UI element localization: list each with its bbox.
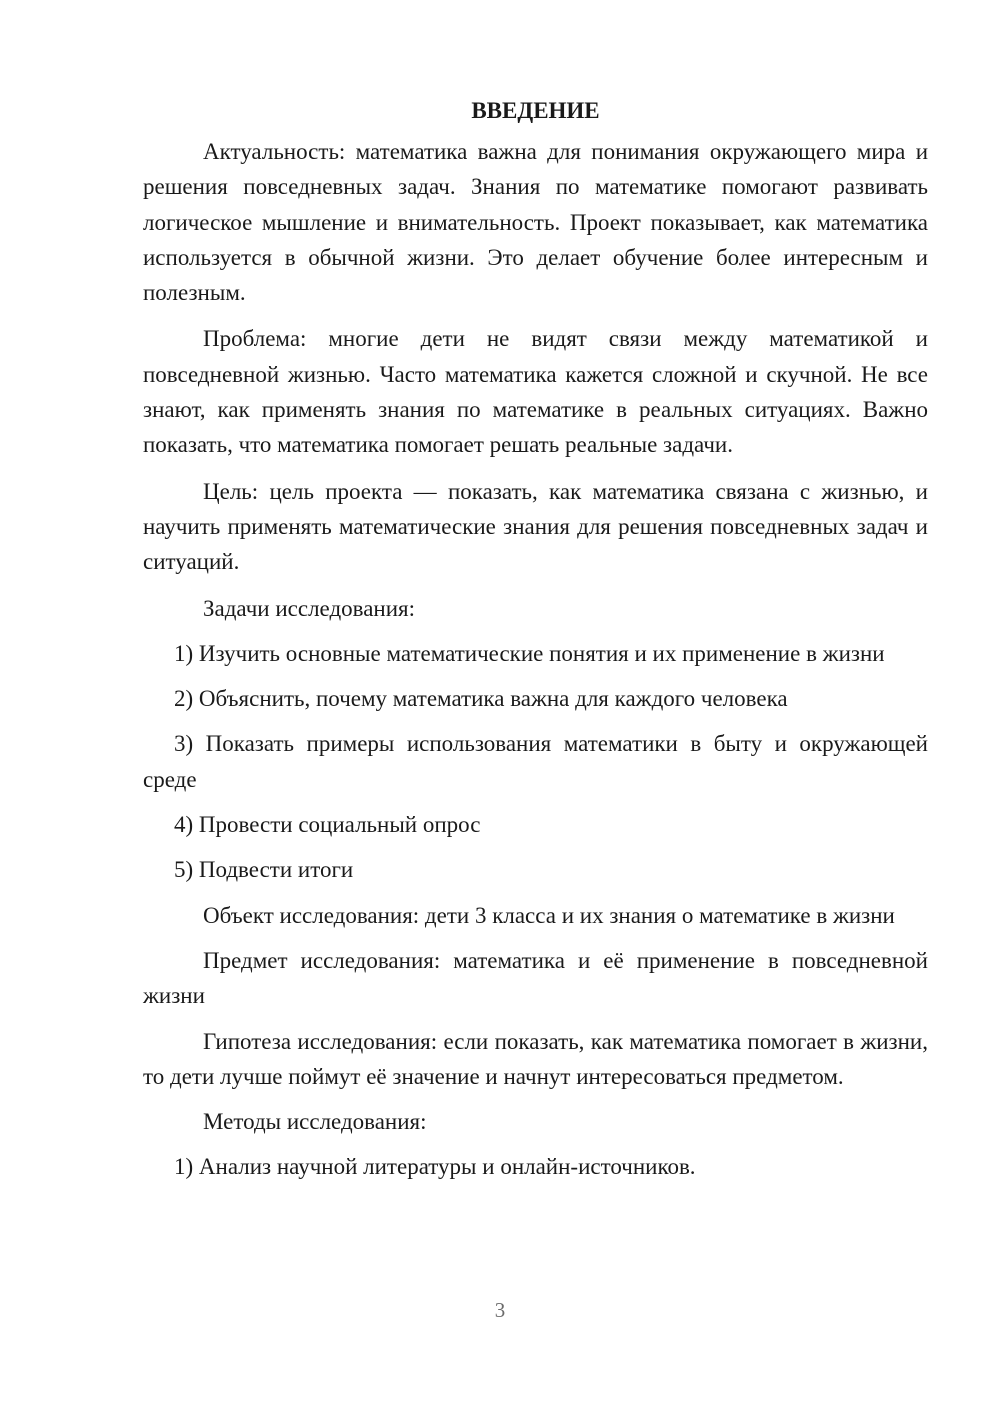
task-item-4: 4) Провести социальный опрос: [174, 812, 481, 838]
paragraph-hypothesis: Гипотеза исследования: если показать, как математика помогает в жизни, то дети лучше поймут её значение и начнут интересоваться предметом.: [143, 1028, 928, 1089]
paragraph-goal: Цель: цель проекта — показать, как математика связана с жизнью, и научить применять математические знания для решения повседневных задач и ситуаций.: [143, 478, 928, 575]
methods-heading: Методы исследования:: [203, 1109, 427, 1135]
page-number: 3: [494, 1298, 506, 1322]
section-title: ВВЕДЕНИЕ: [471, 98, 600, 123]
task-item-5: 5) Подвести итоги: [174, 857, 354, 883]
paragraph-problem: Проблема: многие дети не видят связи между математикой и повседневной жизнью. Часто математика кажется сложной и скучной. Не все знают, как применять знания по математике в реальных ситуациях. Важно показать, что математика помогает решать реальные задачи.: [143, 326, 928, 458]
page-content: [143, 96, 928, 1185]
paragraph-object: Объект исследования: дети 3 класса и их знания о математике в жизни: [203, 902, 895, 928]
task-item-3: 3) Показать примеры использования математики в быту и окружающей среде: [143, 731, 928, 792]
paragraph-relevance: Актуальность: математика важна для понимания окружающего мира и решения повседневных задач. Знания по математике помогают развивать логическое мышление и внимательность. Проект показывает, как математика используется в обычной жизни. Это делает обучение более интересным и полезным.: [143, 139, 928, 306]
task-item-1: 1) Изучить основные математические понятия и их применение в жизни: [174, 640, 885, 666]
tasks-heading: Задачи исследования:: [203, 595, 416, 621]
paragraph-subject: Предмет исследования: математика и её применение в повседневной жизни: [143, 947, 928, 1009]
method-item-1: 1) Анализ научной литературы и онлайн-источников.: [174, 1154, 696, 1180]
task-item-2: 2) Объяснить, почему математика важна для каждого человека: [174, 686, 788, 712]
